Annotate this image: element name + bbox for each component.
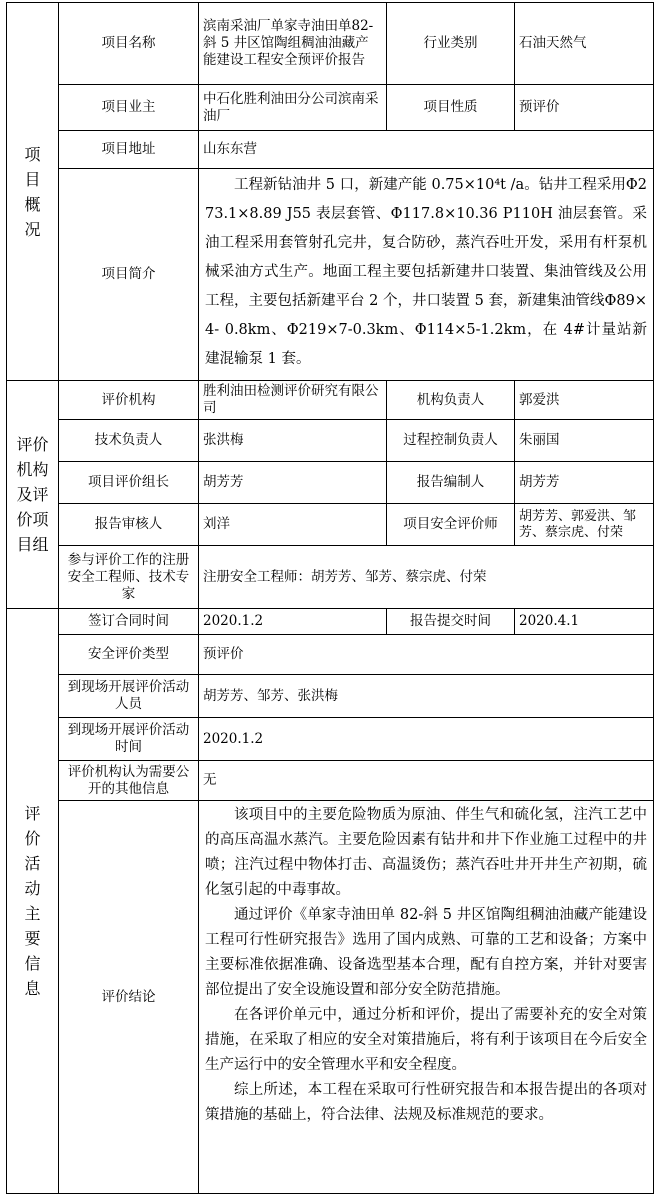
contract-time-label: 签订合同时间 bbox=[59, 609, 199, 635]
conclusion-paragraph-2: 通过评价《单家寺油田单 82-斜 5 井区馆陶组稠油油藏产能建设工程可行性研究报告》选用了国内成熟、可靠的工艺和设备；方案中主要标准依据准确、设备选型基本合理，配有自控方案，并针对要害部位提出了安全设施设置和部分安全防范措施。 bbox=[205, 907, 647, 998]
field-time-label: 到现场开展评价活动时间 bbox=[59, 718, 199, 761]
other-info-label: 评价机构认为需要公开的其他信息 bbox=[59, 761, 199, 801]
safety-evaluator-value: 胡芳芳、郭爱洪、邹芳、蔡宗虎、付荣 bbox=[515, 504, 654, 546]
org-head-value: 郭爱洪 bbox=[515, 381, 654, 420]
intro-label: 项目简介 bbox=[59, 169, 199, 381]
industry-value: 石油天然气 bbox=[515, 3, 654, 85]
reviewer-label: 报告审核人 bbox=[59, 504, 199, 546]
conclusion-paragraph-1: 该项目中的主要危险物质为原油、伴生气和硫化氢，注汽工艺中的高压高温水蒸汽。主要危险因素有钻井和井下作业施工过程中的井喷；注汽过程中物体打击、高温烫伤；蒸汽吞吐井开井生产初期，硫化氢引起的中毒事故。 bbox=[205, 807, 647, 898]
project-name-label: 项目名称 bbox=[59, 3, 199, 85]
project-name-value: 滨南采油厂单家寺油田单82-斜 5 井区馆陶组稠油油藏产能建设工程安全预评价报告 bbox=[199, 3, 387, 85]
intro-text-cell bbox=[199, 169, 654, 381]
leader-label: 项目评价组长 bbox=[59, 462, 199, 504]
submit-time-label: 报告提交时间 bbox=[387, 609, 515, 635]
intro-text: 工程新钻油井 5 口，新建产能 0.75×10⁴t /a。钻井工程采用Φ273.1×8.89 J55 表层套管、Φ117.8×10.36 P110H 油层套管。采油工程采用套管射孔完井，复合防砂，蒸汽吞吐开发，采用有杆泵机械采油方式生产。地面工程主要包括新建井口装置、集油管线及公用工程，主要包括新建平台 2 个，井口装置 5 套，新建集油管线Φ89×4- 0.8km、Φ219×7-0.3km、Φ114×5-1.2km，在 4#计量站新建混输泵 1 套。 bbox=[205, 177, 647, 367]
org-value: 胜利油田检测评价研究有限公司 bbox=[199, 381, 387, 420]
address-value: 山东东营 bbox=[199, 131, 654, 169]
org-label: 评价机构 bbox=[59, 381, 199, 420]
other-info-value: 无 bbox=[199, 761, 654, 801]
owner-value: 中石化胜利油田分公司滨南采油厂 bbox=[199, 85, 387, 131]
conclusion-paragraph-3: 在各评价单元中，通过分析和评价，提出了需要补充的安全对策措施，在采取了相应的安全对策措施后，将有利于该项目在今后安全生产运行中的安全管理水平和安全程度。 bbox=[205, 1007, 647, 1073]
owner-label: 项目业主 bbox=[59, 85, 199, 131]
engineers-value: 注册安全工程师：胡芳芳、邹芳、蔡宗虎、付荣 bbox=[199, 546, 654, 609]
reviewer-value: 刘洋 bbox=[199, 504, 387, 546]
nature-label: 项目性质 bbox=[387, 85, 515, 131]
submit-time-value: 2020.4.1 bbox=[515, 609, 654, 635]
industry-label: 行业类别 bbox=[387, 3, 515, 85]
field-time-value: 2020.1.2 bbox=[199, 718, 654, 761]
conclusion-paragraph-4: 综上所述，本工程在采取可行性研究报告和本报告提出的各项对策措施的基础上，符合法律、法规及标准规范的要求。 bbox=[205, 1082, 647, 1123]
safety-evaluation-info-table bbox=[6, 2, 654, 1194]
section-evaluation-activity-title: 评 价 活 动 主 要 信 息 bbox=[7, 609, 59, 1194]
eval-type-value: 预评价 bbox=[199, 635, 654, 675]
conclusion-label: 评价结论 bbox=[59, 801, 199, 1194]
nature-value: 预评价 bbox=[515, 85, 654, 131]
org-head-label: 机构负责人 bbox=[387, 381, 515, 420]
safety-evaluator-label: 项目安全评价师 bbox=[387, 504, 515, 546]
section-evaluation-team-title: 评价 机构 及评 价项 目组 bbox=[7, 381, 59, 609]
tech-value: 张洪梅 bbox=[199, 420, 387, 462]
process-label: 过程控制负责人 bbox=[387, 420, 515, 462]
address-label: 项目地址 bbox=[59, 131, 199, 169]
process-value: 朱丽国 bbox=[515, 420, 654, 462]
section-project-overview-title: 项 目 概 况 bbox=[7, 3, 59, 381]
conclusion-text-cell bbox=[199, 801, 654, 1194]
eval-type-label: 安全评价类型 bbox=[59, 635, 199, 675]
field-staff-label: 到现场开展评价活动人员 bbox=[59, 675, 199, 718]
writer-value: 胡芳芳 bbox=[515, 462, 654, 504]
field-staff-value: 胡芳芳、邹芳、张洪梅 bbox=[199, 675, 654, 718]
writer-label: 报告编制人 bbox=[387, 462, 515, 504]
tech-label: 技术负责人 bbox=[59, 420, 199, 462]
contract-time-value: 2020.1.2 bbox=[199, 609, 387, 635]
engineers-label: 参与评价工作的注册安全工程师、技术专家 bbox=[59, 546, 199, 609]
leader-value: 胡芳芳 bbox=[199, 462, 387, 504]
